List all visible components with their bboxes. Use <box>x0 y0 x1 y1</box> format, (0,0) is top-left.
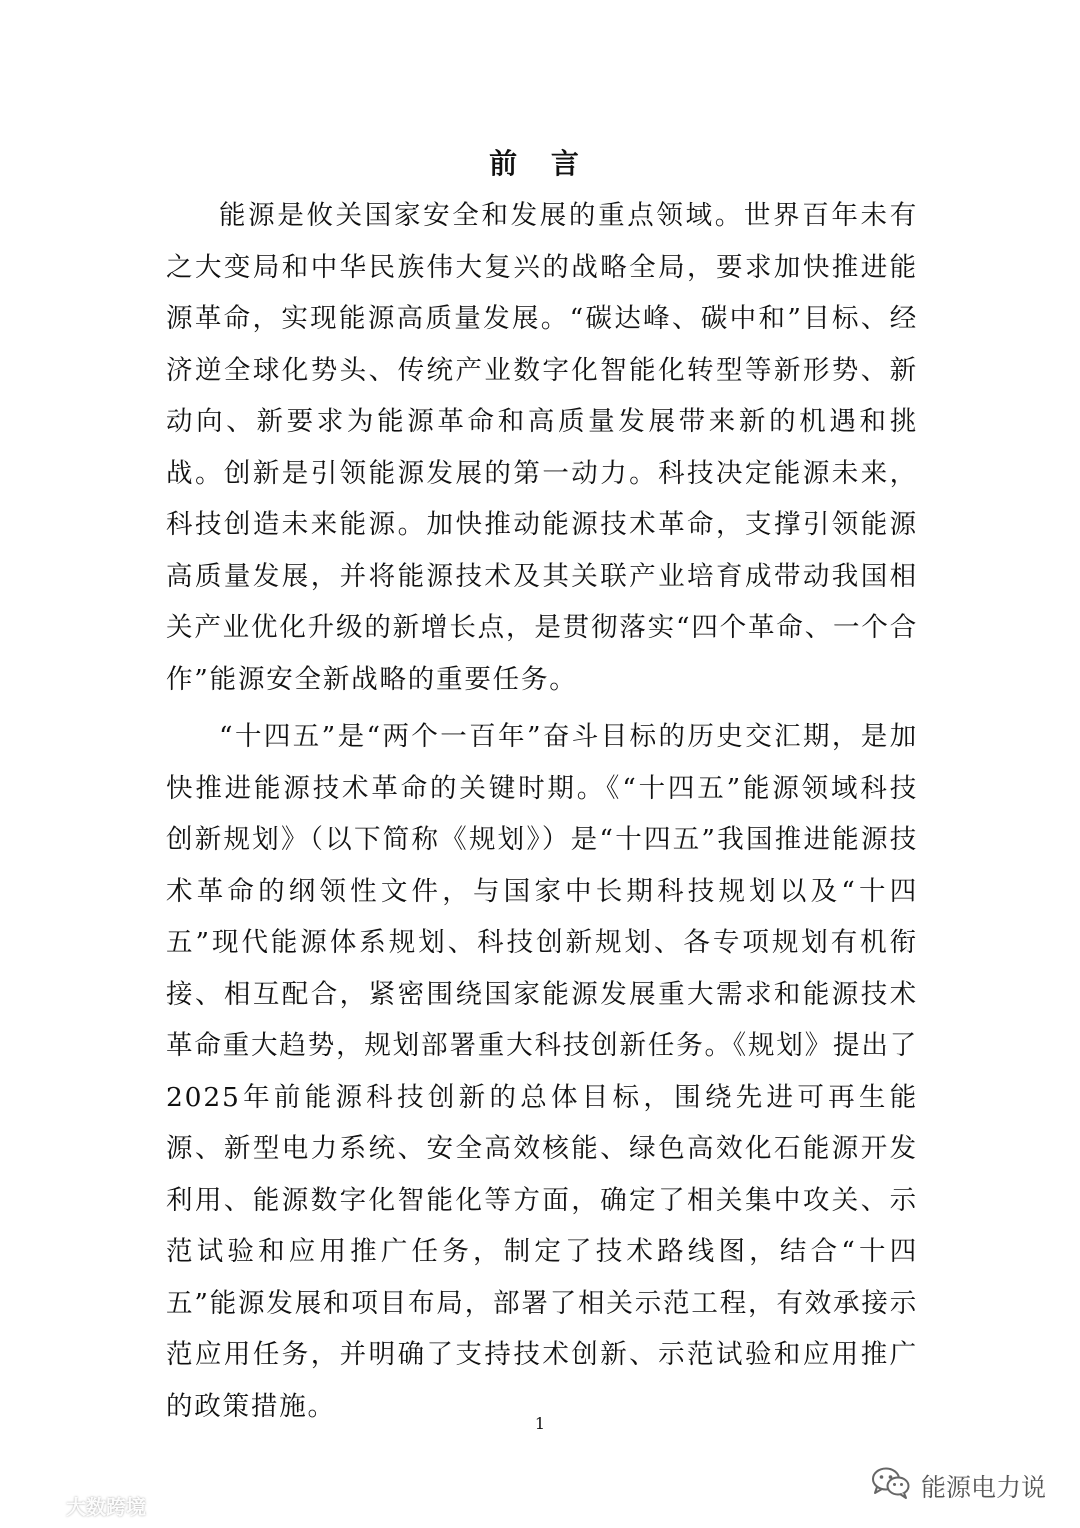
paragraph-1: 能源是攸关国家安全和发展的重点领域。世界百年未有之大变局和中华民族伟大复兴的战略全局，要求加快推进能源革命，实现能源高质量发展。“碳达峰、碳中和”目标、经济逆全球化势头、传统产业数字化智能化转型等新形势、新动向、新要求为能源革命和高质量发展带来新的机遇和挑战。创新是引领能源发展的第一动力。科技决定能源未来，科技创造未来能源。加快推动能源技术革命，支撑引领能源高质量发展，并将能源技术及其关联产业培育成带动我国相关产业优化升级的新增长点，是贯彻落实“四个革命、一个合作”能源安全新战略的重要任务。 <box>166 200 918 695</box>
page-title: 前 言 <box>489 147 591 180</box>
watermark-left-text: 大数跨境 <box>66 1494 146 1519</box>
page-number: 1 <box>534 1414 546 1433</box>
watermark-left <box>14 1490 146 1520</box>
paragraph-2: “十四五”是“两个一百年”奋斗目标的历史交汇期，是加快推进能源技术革命的关键时期。《“十四五”能源领域科技创新规划》（以下简称《规划》）是“十四五”我国推进能源技术革命的纲领性文件，与国家中长期科技规划以及“十四五”现代能源体系规划、科技创新规划、各专项规划有机衔接、相互配合，紧密围绕国家能源发展重大需求和能源技术革命重大趋势，规划部署重大科技创新任务。《规划》提出了2025年前能源科技创新的总体目标，围绕先进可再生能源、新型电力系统、安全高效核能、绿色高效化石能源开发利用、能源数字化智能化等方面，确定了相关集中攻关、示范试验和应用推广任务，制定了技术路线图，结合“十四五”能源发展和项目布局，部署了相关示范工程，有效承接示范应用任务，并明确了支持技术创新、示范试验和应用推广的政策措施。 <box>166 721 919 1422</box>
body-text <box>166 190 918 1438</box>
watermark-right-text: 能源电力说 <box>920 1473 1046 1502</box>
watermark-right <box>871 1468 1046 1504</box>
logo-icon <box>14 1490 60 1521</box>
wechat-icon <box>871 1466 911 1506</box>
